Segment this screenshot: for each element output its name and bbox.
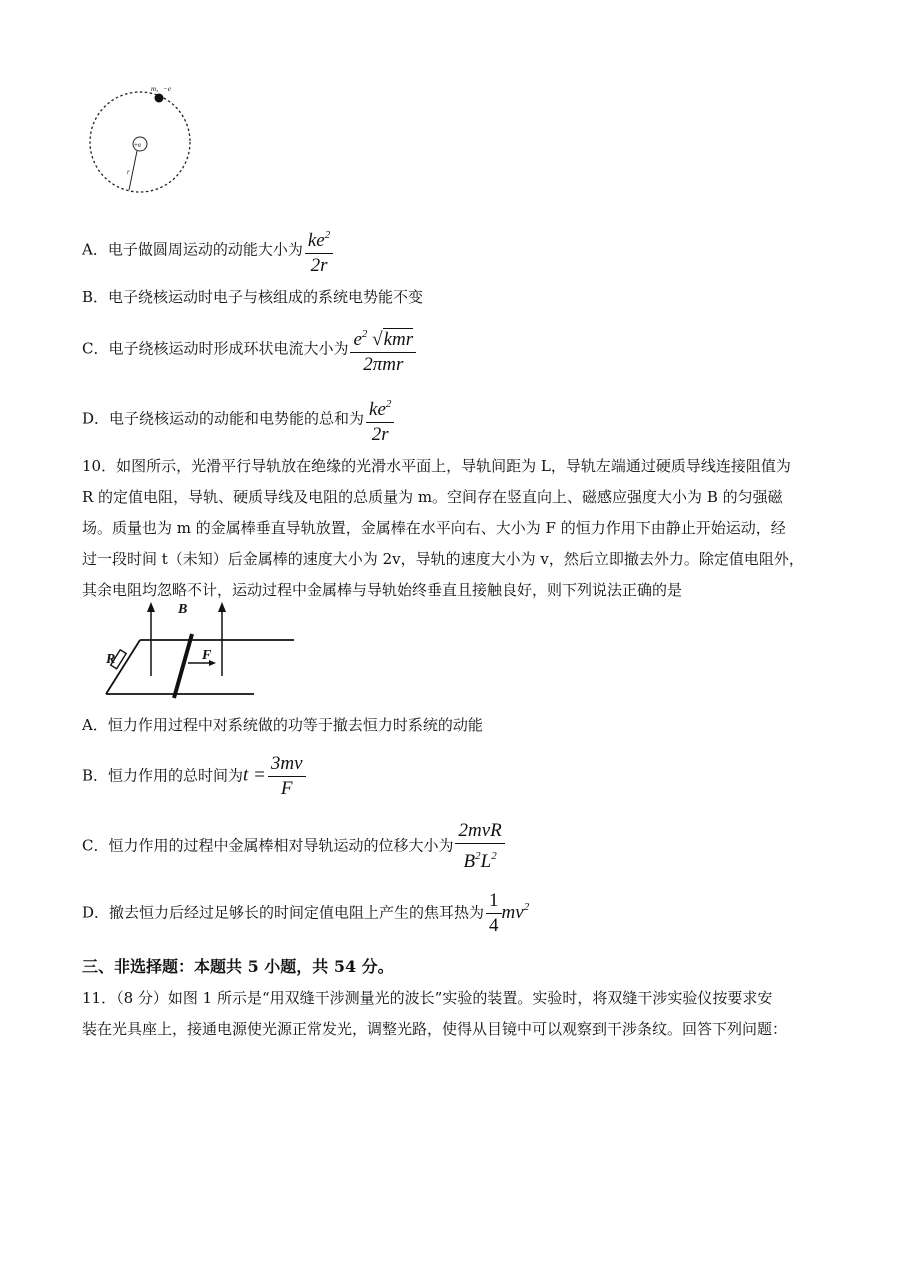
b-field-arrowhead-right xyxy=(218,602,226,612)
q9-option-c-fraction: $\frac{e^2 √kmr}{\text{2πmr}}$ xyxy=(350,323,416,376)
q9-option-b-text: B．电子绕核运动时电子与核组成的系统电势能不变 xyxy=(82,288,424,306)
q9-option-c-text: C．电子绕核运动时形成环状电流大小为 xyxy=(82,339,349,358)
radius-line xyxy=(129,151,137,190)
radius-label: r xyxy=(127,168,130,176)
q10-d-tail: mv xyxy=(501,901,524,923)
q10-d-numerator: 1 xyxy=(486,890,502,914)
q9-a-numerator-sup: 2 xyxy=(324,229,331,241)
q9-option-b xyxy=(82,287,423,307)
q10-c-den-l: L xyxy=(480,851,492,872)
rail-circuit-figure xyxy=(82,600,312,708)
q10-b-denominator: F xyxy=(280,778,293,799)
q10-stem-line-1: 10．如图所示，光滑平行导轨放在绝缘的光滑水平面上，导轨间距为 L，导轨左端通过硬质导线连接阻值为 xyxy=(82,457,791,475)
left-connector xyxy=(106,640,140,694)
q10-c-den-sup2: 2 xyxy=(491,850,497,862)
q9-d-numerator-sup: 2 xyxy=(385,398,392,410)
q10-option-c-text: C．恒力作用的过程中金属棒相对导轨运动的位移大小为 xyxy=(82,836,454,855)
q10-c-den-sup1: 2 xyxy=(475,850,481,862)
q10-b-numerator: 3mv xyxy=(268,753,306,777)
q10-stem-line-2: R 的定值电阻，导轨、硬质导线及电阻的总质量为 m。空间存在竖直向上、磁感应强度大小为 B 的匀强磁 xyxy=(82,488,783,506)
q11-line-1: 11．（8 分）如图 1 所示是“用双缝干涉测量光的波长”实验的装置。实验时，将双缝干涉实验仪按要求安 xyxy=(82,989,773,1007)
q9-c-numerator-sup: 2 xyxy=(361,328,368,340)
electron-orbit-figure xyxy=(82,78,200,196)
q9-a-numerator: ke xyxy=(307,230,325,251)
q10-option-c-fraction xyxy=(455,820,504,873)
b-field-label: B xyxy=(178,602,188,617)
q10-stem-line-3: 场。质量也为 m 的金属棒垂直导轨放置，金属棒在水平向右、大小为 F 的恒力作用下由静止开始运动，经 xyxy=(82,519,786,537)
q9-option-c xyxy=(82,323,416,376)
electron-label: m，−e xyxy=(151,85,171,93)
q9-option-a-fraction xyxy=(305,224,333,277)
q9-c-sqrt: kmr xyxy=(383,329,414,350)
q10-option-b-text: B．恒力作用的总时间为 xyxy=(82,766,244,785)
q10-option-d-text: D．撤去恒力后经过足够长的时间定值电阻上产生的焦耳热为 xyxy=(82,903,485,922)
electron-dot xyxy=(155,94,164,103)
q9-option-d xyxy=(82,393,394,446)
q9-d-numerator: ke xyxy=(369,399,386,420)
q10-d-denominator: 4 xyxy=(489,915,499,936)
q10-c-numerator: 2mvR xyxy=(455,820,504,844)
q10-option-c xyxy=(82,820,505,873)
q10-stem-line-5: 其余电阻均忽略不计，运动过程中金属棒与导轨始终垂直且接触良好，则下列说法正确的是 xyxy=(82,581,683,599)
nucleus-label: +e xyxy=(134,141,142,149)
section-3-heading-text: 三、非选择题：本题共 5 小题，共 54 分。 xyxy=(82,957,394,976)
q9-option-d-fraction xyxy=(366,393,394,446)
q9-option-a xyxy=(82,224,333,277)
q10-option-b xyxy=(82,753,306,800)
q10-option-b-fraction xyxy=(268,753,306,800)
q10-option-a xyxy=(82,715,483,735)
q10-stem-line-4: 过一段时间 t（未知）后金属棒的速度大小为 2v，导轨的速度大小为 v，然后立即撤去外力。除定值电阻外， xyxy=(82,550,804,568)
force-label: F xyxy=(202,648,212,663)
q10-d-tail-sup: 2 xyxy=(523,900,530,913)
q9-c-numerator-e: e xyxy=(353,329,362,350)
q10-option-d-fraction xyxy=(486,890,502,937)
resistor-label: R xyxy=(106,652,116,667)
q10-b-lhs: t = xyxy=(243,764,266,786)
q10-option-d xyxy=(82,890,529,937)
b-field-arrowhead-left xyxy=(147,602,155,612)
q11-stem xyxy=(82,983,822,1045)
q9-option-d-text: D．电子绕核运动的动能和电势能的总和为 xyxy=(82,409,365,428)
section-3-heading xyxy=(82,957,394,977)
q11-line-2: 装在光具座上，接通电源使光源正常发光，调整光路，使得从目镜中可以观察到干涉条纹。回答下列问题： xyxy=(82,1020,788,1038)
q10-stem xyxy=(82,451,822,606)
q9-a-denominator: 2r xyxy=(310,255,328,276)
q9-option-a-text: A．电子做圆周运动的动能大小为 xyxy=(82,240,303,259)
q10-option-a-text: A．恒力作用过程中对系统做的功等于撤去恒力时系统的动能 xyxy=(82,716,483,734)
q9-d-denominator: 2r xyxy=(371,424,389,445)
metal-rod xyxy=(174,634,192,698)
q9-c-denominator: 2πmr xyxy=(363,354,404,375)
q10-c-den-b: B xyxy=(463,851,476,872)
